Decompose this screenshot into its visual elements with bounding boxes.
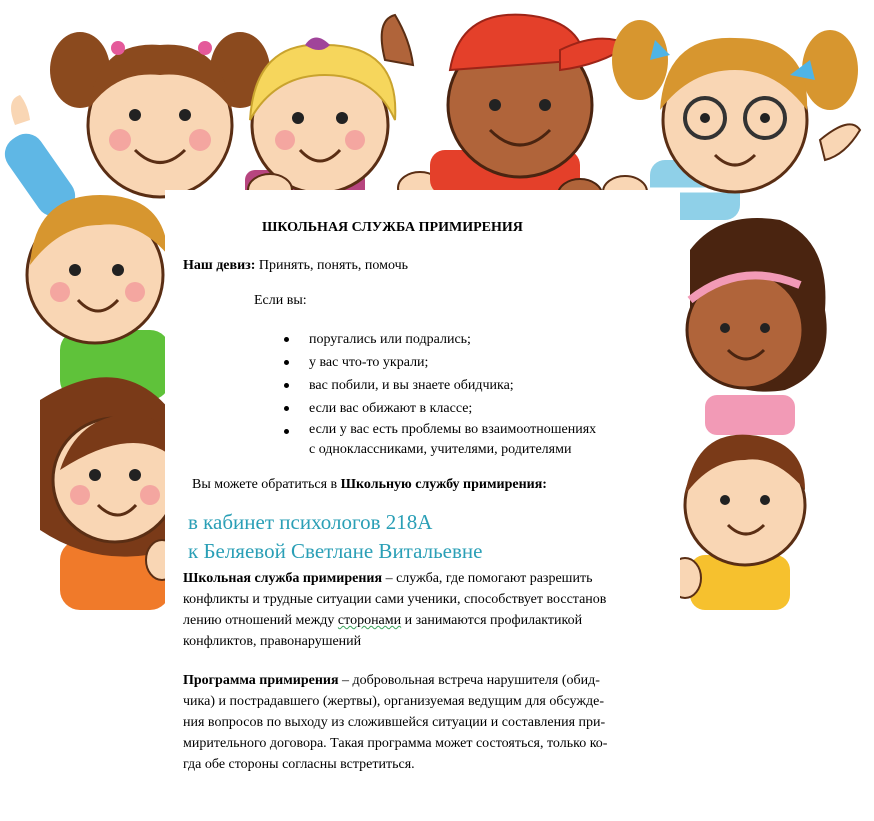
list-item-text-continued: с одноклассниками, учителями, родителями <box>309 442 572 457</box>
list-item <box>282 374 596 397</box>
definition-text: чика) и пострадавшего (жертвы), организуемая ведущим для обсужде- <box>183 694 604 709</box>
definition-text: сторонами <box>337 613 402 628</box>
motto-text: Принять, понять, помочь <box>255 258 409 273</box>
definition-text: – добровольная встреча нарушителя (обид- <box>338 673 600 688</box>
if-you-heading: Если вы: <box>254 293 307 308</box>
situations-list <box>282 328 596 460</box>
girl-brown-hair-figure <box>40 377 178 610</box>
contact-prefix: Вы можете обратиться в <box>192 477 341 492</box>
definition-text: конфликты и трудные ситуации сами ученики, способствует восстанов <box>183 592 607 607</box>
definition-term: Программа примирения <box>183 673 339 688</box>
office-contact-person: к Беляевой Светлане Витальевне <box>188 539 483 563</box>
definition-text: конфликтов, правонарушений <box>183 634 362 649</box>
definition-text: лению отношений между <box>183 613 338 628</box>
list-item-text: поругались или подрались; <box>309 332 471 347</box>
motto-line <box>183 255 408 276</box>
list-item-text: у вас что-то украли; <box>309 355 429 370</box>
contact-service-name: Школьную службу примирения: <box>340 477 547 492</box>
list-item <box>282 351 596 374</box>
list-item <box>282 420 596 460</box>
list-item-text: если у вас есть проблемы во взаимоотношениях <box>309 422 597 437</box>
definition-text: мирительного договора. Такая программа может состояться, только ко- <box>183 736 608 751</box>
definition-term: Школьная служба примирения <box>183 571 383 586</box>
definition-text: – служба, где помогают разрешить <box>382 571 593 586</box>
motto-label: Наш девиз: <box>183 258 256 273</box>
office-location <box>188 508 482 566</box>
definition-text: ния вопросов по выходу из сложившейся ситуации и составления при- <box>183 715 606 730</box>
boy-right-figure <box>669 435 805 610</box>
page-title: ШКОЛЬНАЯ СЛУЖБА ПРИМИРЕНИЯ <box>262 220 523 235</box>
list-item <box>282 397 596 420</box>
contact-line <box>192 474 547 495</box>
list-item-text: вас побили, и вы знаете обидчика; <box>309 378 514 393</box>
definition-service <box>183 568 683 652</box>
definition-text: и занимаются профилактикой <box>401 613 583 628</box>
office-room: в кабинет психологов 218А <box>188 510 433 534</box>
definition-text: гда обе стороны согласны встретиться. <box>183 757 415 772</box>
list-item <box>282 328 596 351</box>
definition-program <box>183 670 683 775</box>
list-item-text: если вас обижают в классе; <box>309 401 473 416</box>
